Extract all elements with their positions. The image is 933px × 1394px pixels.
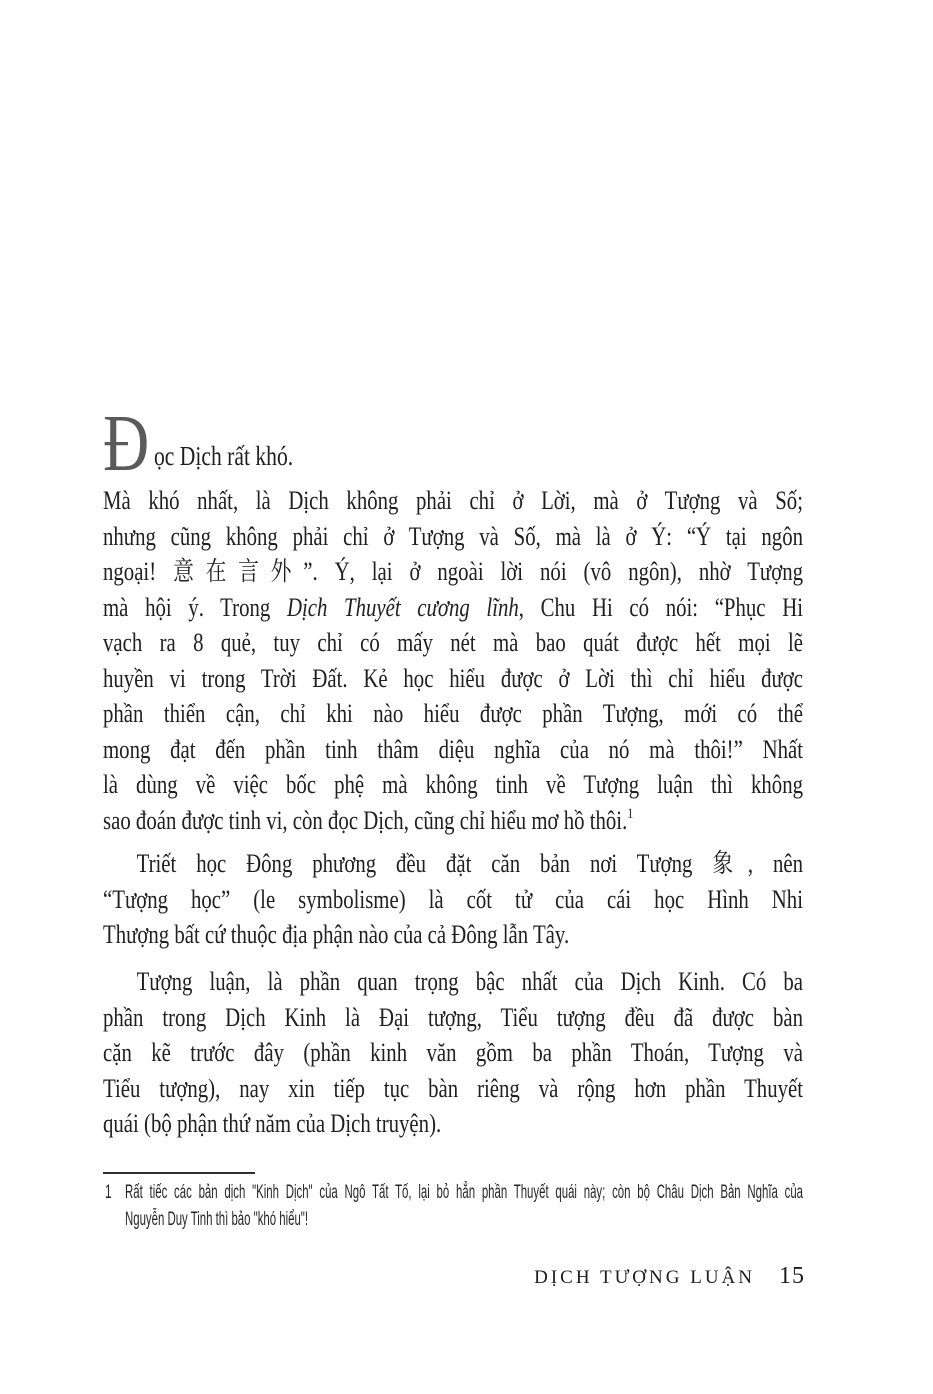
body-line bbox=[103, 590, 803, 626]
body-line: Thượng bất cứ thuộc địa phận nào của cả Đông lẫn Tây. bbox=[103, 920, 570, 949]
running-title: DỊCH TƯỢNG LUẬN bbox=[534, 1267, 755, 1288]
body-line: cặn kẽ trước đây (phần kinh văn gồm ba phần Thoán, Tượng và bbox=[103, 1038, 803, 1067]
body-text: , Chu Hi có nói: “Phục Hi bbox=[518, 592, 803, 622]
body-line: vạch ra 8 quẻ, tuy chỉ có mấy nét mà bao quát được hết mọi lẽ bbox=[103, 628, 803, 657]
body-line: phần thiển cận, chỉ khi nào hiểu được phần Tượng, mới có thể bbox=[103, 699, 803, 728]
paragraph-tuong-luan bbox=[103, 964, 803, 1142]
body-line: mong đạt đến phần tinh thâm diệu nghĩa của nó mà thôi!” Nhất bbox=[103, 734, 803, 764]
body-text: sao đoán được tinh vi, còn đọc Dịch, cũng chỉ hiểu mơ hồ thôi. bbox=[103, 805, 628, 835]
footnote-reference: 1 bbox=[627, 805, 634, 822]
body-line: quái (bộ phận thứ năm của Dịch truyện). bbox=[103, 1109, 442, 1138]
page-number: 15 bbox=[779, 1263, 805, 1289]
book-title-italic: Dịch Thuyết cương lĩnh bbox=[286, 592, 519, 622]
footnote-marker: 1 bbox=[105, 1182, 112, 1203]
body-line: Triết học Đông phương đều đặt căn bản nơi Tượng 象, nên bbox=[136, 849, 804, 878]
drop-cap: Đ bbox=[103, 400, 150, 488]
body-line: “Tượng học” (le symbolisme) là cốt tử của cái học Hình Nhi bbox=[103, 884, 803, 914]
footnote-divider bbox=[103, 1172, 255, 1174]
body-line: phần trong Dịch Kinh là Đại tượng, Tiểu tượng đều đã được bàn bbox=[103, 1002, 803, 1032]
body-line: nhưng cũng không phải chỉ ở Tượng và Số, mà là ở Ý: “Ý tại ngôn bbox=[103, 521, 803, 551]
paragraph-main bbox=[103, 483, 803, 838]
opening-line: ọc Dịch rất khó. bbox=[154, 441, 294, 471]
body-line: Mà khó nhất, là Dịch không phải chỉ ở Lời, mà ở Tượng và Số; bbox=[103, 486, 803, 515]
body-text: mà hội ý. Trong bbox=[103, 592, 287, 622]
footnote-text bbox=[125, 1179, 803, 1233]
body-line: là dùng về việc bốc phệ mà không tinh về Tượng luận thì không bbox=[103, 770, 803, 799]
paragraph-triet-hoc bbox=[103, 846, 803, 953]
footnote-line: Rất tiếc các bản dịch "Kinh Dịch" của Ngô Tất Tố, lại bỏ hẳn phần Thuyết quái này; còn bộ Châu Dịch Bản Nghĩa của bbox=[125, 1182, 803, 1203]
body-line: ngoại! 意在言外”. Ý, lại ở ngoài lời nói (vô ngôn), nhờ Tượng bbox=[103, 557, 803, 586]
body-line: Tượng luận, là phần quan trọng bậc nhất của Dịch Kinh. Có ba bbox=[136, 967, 804, 996]
body-line bbox=[103, 803, 803, 839]
body-line: huyền vi trong Trời Đất. Kẻ học hiểu được ở Lời thì chỉ hiểu được bbox=[103, 663, 803, 693]
page-footer bbox=[534, 1263, 805, 1290]
footnote-line: Nguyễn Duy Tinh thì bảo "khó hiểu"! bbox=[125, 1209, 309, 1230]
body-line: Tiểu tượng), nay xin tiếp tục bàn riêng và rộng hơn phần Thuyết bbox=[103, 1073, 803, 1103]
